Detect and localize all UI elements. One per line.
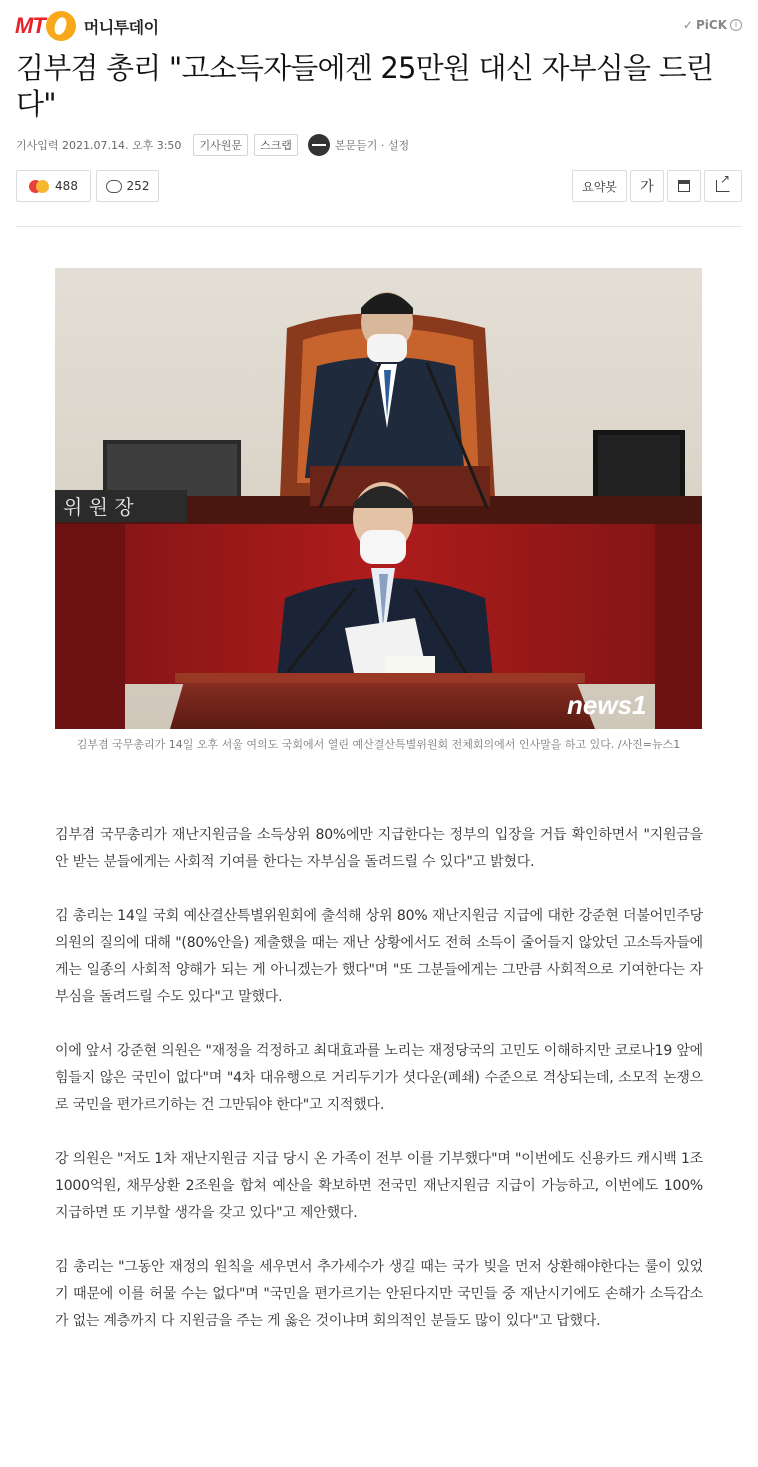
- info-icon[interactable]: i: [730, 19, 742, 31]
- pick-label: PiCK: [695, 18, 727, 32]
- brand-logo[interactable]: [15, 10, 159, 42]
- news1-watermark: news1: [567, 690, 647, 720]
- scrap-button[interactable]: 스크랩: [254, 134, 298, 156]
- font-size-button[interactable]: 가: [630, 170, 664, 202]
- audio-wave-icon: [308, 134, 330, 156]
- pick-badge[interactable]: [683, 18, 742, 32]
- listen-button[interactable]: [308, 134, 409, 156]
- comment-count: 252: [126, 179, 150, 193]
- print-icon: [678, 180, 690, 192]
- face-emoji-icon: [36, 180, 49, 193]
- print-button[interactable]: [667, 170, 701, 202]
- published-date: 기사입력 2021.07.14. 오후 3:50: [16, 139, 182, 152]
- reaction-button[interactable]: [16, 170, 91, 202]
- body-paragraph: 강 의원은 "저도 1차 재난지원금 지급 당시 온 가족이 전부 이를 기부했다"며 "이번에도 신용카드 캐시백 1조1000억원, 채무상환 2조원을 합쳐 예산을 확보하면 전국민 재난지원금 지급이 가능하고, 이번에도 100% 지급하면 또 기부할 생각을 갖고 있다"고 제안했다.: [55, 1151, 703, 1221]
- listen-label: 본문듣기 · 설정: [334, 139, 410, 152]
- top-bar: [0, 0, 758, 50]
- body-paragraph: 김부겸 국무총리가 재난지원금을 소득상위 80%에만 지급한다는 정부의 입장을 거듭 확인하면서 "지원금을 안 받는 분들에게는 사회적 기여를 한다는 자부심을 돌려드릴 수 있다"고 밝혔다.: [55, 827, 703, 870]
- brand-name: 머니투데이: [83, 17, 159, 37]
- article-body: [55, 822, 703, 1362]
- reaction-emoji-icons: [29, 180, 49, 193]
- header-divider: [16, 226, 742, 227]
- logo-o-icon: [46, 11, 76, 41]
- body-paragraph: 김 총리는 "그동안 재정의 원칙을 세우면서 추가세수가 생길 때는 국가 빚을 먼저 상환해야한다는 룰이 있었기 때문에 이를 허물 수는 없다"며 "국민을 편가르기는 안된다지만 국민들 중 재난시기에도 손해가 소득감소가 없는 계층까지 다 지원금을 주는 게 옳은 것이냐며 회의적인 분들도 많이 있다"고 답했다.: [55, 1259, 704, 1329]
- article-title: 김부겸 총리 "고소득자들에겐 25만원 대신 자부심을 드린다": [16, 51, 714, 121]
- photo-caption: 김부겸 국무총리가 14일 오후 서울 여의도 국회에서 열린 예산결산특별위원회 전체회의에서 인사말을 하고 있다. /사진=뉴스1: [76, 738, 681, 751]
- check-icon: ✓: [682, 18, 693, 32]
- summary-bot-button[interactable]: 요약봇: [572, 170, 627, 202]
- article-meta: [16, 133, 409, 157]
- action-bar: [16, 170, 742, 202]
- comment-button[interactable]: [96, 170, 159, 202]
- nameplate-text: 위 원 장: [63, 495, 134, 519]
- article-photo: [55, 268, 702, 729]
- share-icon: [716, 180, 730, 192]
- logo-mt-text: MT: [15, 13, 45, 38]
- assembly-photo-drawing: [55, 268, 702, 729]
- body-paragraph: 이에 앞서 강준현 의원은 "재정을 걱정하고 최대효과를 노리는 재정당국의 고민도 이해하지만 코로나19 앞에 힘들지 않은 국민이 없다"며 "4차 대유행으로 거리두기가 셧다운(폐쇄) 수준으로 격상되는데, 소모적 논쟁으로 국민을 편가르기하는 건 그만둬야 한다"고 지적했다.: [55, 1043, 703, 1113]
- comment-bubble-icon: [106, 180, 122, 193]
- share-button[interactable]: [704, 170, 742, 202]
- original-article-link[interactable]: 기사원문: [193, 134, 248, 156]
- reaction-count: 488: [55, 179, 78, 193]
- body-paragraph: 김 총리는 14일 국회 예산결산특별위원회에 출석해 상위 80% 재난지원금 지급에 대한 강준현 더불어민주당 의원의 질의에 대해 "(80%안을) 제출했을 때는 재난 상황에서도 전혀 소득이 줄어들지 않았던 고소득자들에게는 일종의 사회적 양해가 되는 게 아니겠는가 했다"며 "또 그분들에게는 그만큼 사회적으로 기여한다는 자부심을 돌려드릴 수도 있다"고 말했다.: [55, 908, 703, 1005]
